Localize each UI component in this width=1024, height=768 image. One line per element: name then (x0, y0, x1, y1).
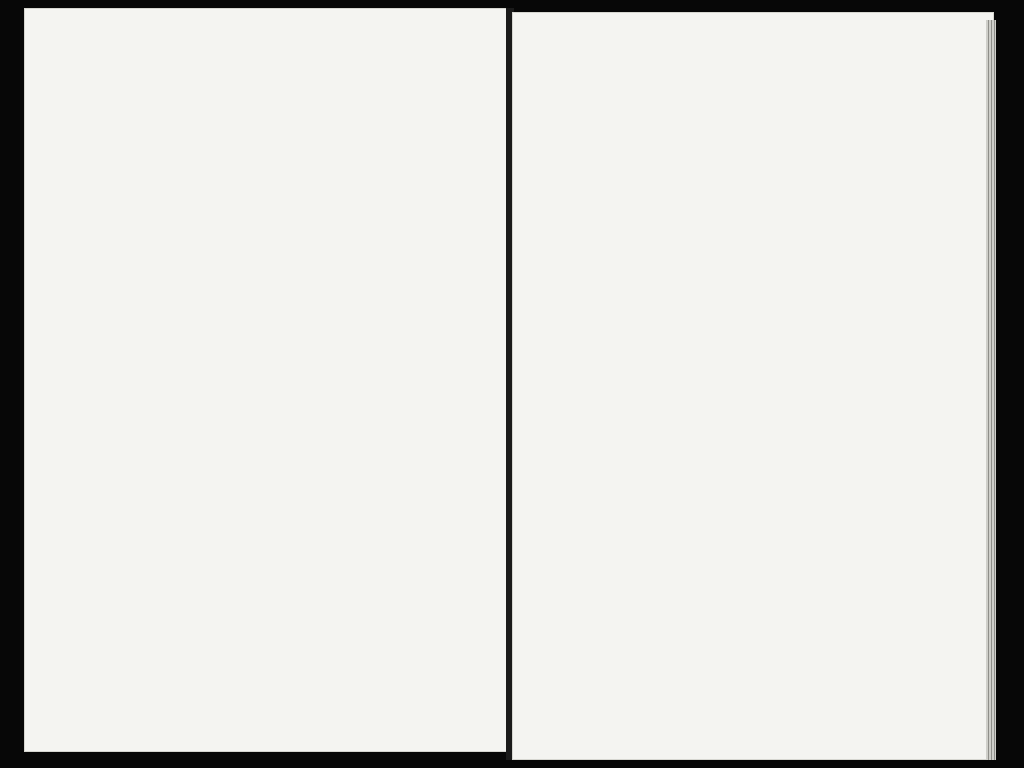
left-page (24, 8, 508, 752)
right-page (512, 12, 994, 760)
page-edge (986, 20, 996, 760)
